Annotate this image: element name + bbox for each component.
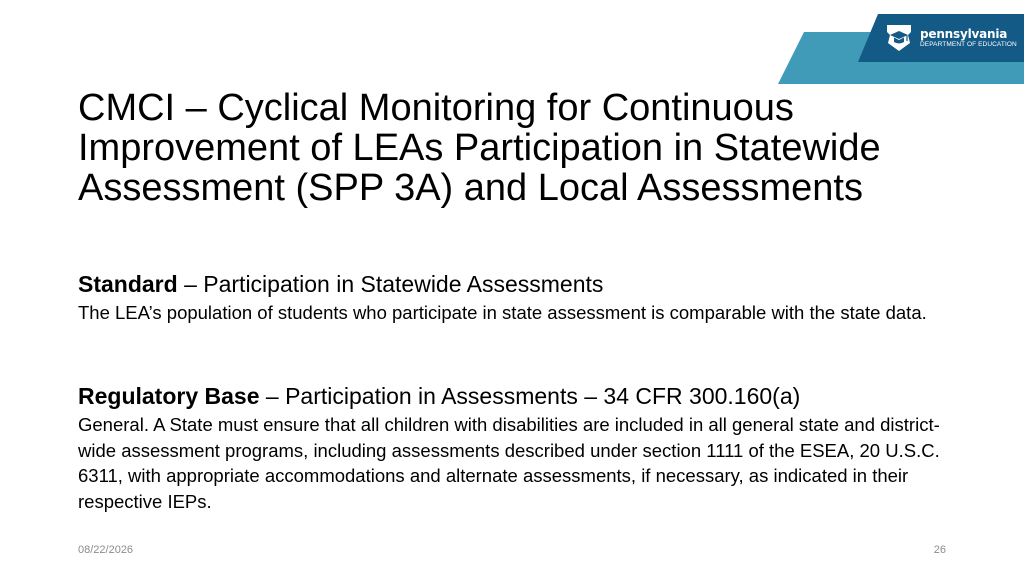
footer-date: 08/22/2026 [78,544,134,556]
standard-label: Standard [78,271,178,297]
regulatory-base-section [78,382,958,514]
logo-text [920,28,1017,49]
page-number: 26 [933,544,946,556]
pennsylvania-doe-logo [884,21,1024,55]
standard-body: The LEA’s population of students who participate in state assessment is comparable with the state data. [78,302,927,323]
keystone-graduation-cap-icon [884,23,914,53]
standard-heading-text: – Participation in Statewide Assessments [177,271,604,297]
standard-section [78,270,958,326]
logo-department: DEPARTMENT OF EDUCATION [920,40,1017,48]
standard-heading [78,270,958,298]
logo-name: pennsylvania [920,26,1008,41]
regulatory-body: General. A State must ensure that all children with disabilities are included in all general state and district-wide assessment programs, including assessments described under section 1111 of the ESEA, 20 U.S.C. 6311, with appropriate accommodations and alternate assessments, if necessary, as indicated in their respective IEPs. [78,414,940,512]
regulatory-label: Regulatory Base [78,383,260,409]
regulatory-heading [78,382,958,410]
regulatory-heading-text: – Participation in Assessments – 34 CFR 300.160(a) [259,383,801,409]
slide-title: CMCI – Cyclical Monitoring for Continuous Improvement of LEAs Participation in Statewide Assessment (SPP 3A) and Local Assessments [78,87,881,209]
